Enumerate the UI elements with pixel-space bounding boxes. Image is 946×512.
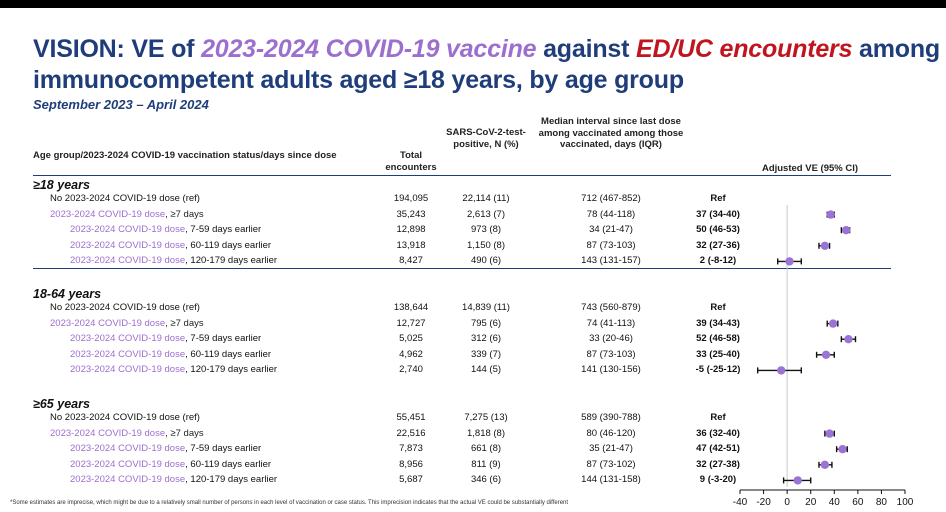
cell-total-encounters: 7,873 [399, 443, 423, 455]
cell-adjusted-ve: 2 (-8-12) [699, 255, 737, 267]
row-label-vaccine: 2023-2024 COVID-19 dose [50, 317, 166, 329]
ve-estimate-mark [817, 351, 835, 359]
cell-median-interval: 35 (21-47) [589, 443, 633, 455]
ve-point [842, 226, 850, 234]
ve-estimate-mark [837, 445, 848, 453]
row-label-text: , ≥7 days [165, 317, 204, 329]
cell-test-positive: 14,839 (11) [462, 302, 510, 313]
header-test-positive: SARS-CoV-2-test-positive, N (%) [446, 127, 526, 150]
ve-point [838, 445, 846, 453]
row-label-vaccine: 2023-2024 COVID-19 dose [50, 427, 166, 439]
row-label-text: No 2023-2024 COVID-19 dose (ref) [50, 412, 200, 423]
ve-point [777, 366, 785, 374]
cell-adjusted-ve: 36 (32-40) [696, 427, 740, 439]
title-vaccine: 2023-2024 COVID-19 vaccine [201, 35, 537, 63]
header-adjusted-ve: Adjusted VE (95% CI) [761, 163, 859, 174]
ve-estimate-mark [784, 476, 811, 484]
cell-total-encounters: 35,243 [396, 208, 426, 220]
cell-median-interval: 87 (73-103) [586, 239, 636, 251]
cell-adjusted-ve: 37 (34-40) [696, 208, 740, 220]
cell-test-positive: 973 (8) [470, 224, 502, 236]
cell-median-interval: 74 (41-113) [586, 317, 636, 329]
cell-adjusted-ve: 32 (27-36) [696, 239, 740, 251]
cell-total-encounters: 8,427 [399, 255, 423, 267]
row-label-vaccine: 2023-2024 COVID-19 dose [70, 348, 186, 360]
title-outcome: ED/UC encounters [635, 35, 853, 63]
header-median-interval: Median interval since last dose among vaccinated among those vaccinated, days (IQR) [538, 116, 684, 150]
cell-test-positive: 490 (6) [470, 255, 502, 267]
cell-total-encounters: 12,727 [396, 317, 426, 329]
cell-total-encounters: 13,918 [396, 239, 426, 251]
cell-total-encounters: 2,740 [399, 364, 423, 376]
cell-median-interval: 143 (131-157) [581, 255, 641, 267]
title-part-1: VISION: VE of [33, 35, 202, 63]
row-label-text: , 120-179 days earlier [185, 364, 278, 376]
cell-total-encounters: 4,962 [399, 348, 423, 360]
row-label-text: , 120-179 days earlier [185, 474, 278, 486]
row-label-text: , 7-59 days earlier [185, 224, 262, 236]
cell-total-encounters: 5,687 [399, 474, 423, 486]
row-label-text: , 60-119 days earlier [185, 458, 272, 470]
cell-adjusted-ve: Ref [710, 412, 726, 423]
ve-estimate-mark [819, 461, 832, 469]
cell-total-encounters: 55,451 [396, 412, 426, 423]
row-label-text: , 7-59 days earlier [185, 333, 262, 345]
ve-point [821, 242, 829, 250]
cell-median-interval: 87 (73-103) [586, 348, 636, 360]
x-tick-label: -20 [756, 497, 771, 508]
title-part-5: among [852, 35, 940, 63]
ve-point [785, 257, 793, 265]
row-label-text: , ≥7 days [165, 208, 204, 220]
ve-point [822, 351, 830, 359]
row-label-text: , 60-119 days earlier [185, 239, 272, 251]
row-label-vaccine: 2023-2024 COVID-19 dose [50, 208, 166, 220]
row-label-text: , ≥7 days [165, 427, 204, 439]
cell-adjusted-ve: -5 (-25-12) [695, 364, 741, 376]
slide-subtitle: September 2023 – April 2024 [33, 97, 209, 112]
cell-total-encounters: 22,516 [396, 427, 426, 439]
ve-estimate-mark [819, 242, 830, 250]
ve-estimate-mark [841, 226, 850, 234]
x-tick-label: 40 [828, 497, 840, 508]
ve-point [827, 210, 835, 218]
cell-median-interval: 34 (21-47) [589, 224, 633, 236]
slide-title-line-2: immunocompetent adults aged ≥18 years, by age group [33, 66, 684, 94]
row-label-text: , 60-119 days earlier [185, 348, 272, 360]
footnote: *Some estimates are imprecise, which might be due to a relatively small number of persons in each level of vaccination or case status. This imprecision indicates that the actual VE could be substantially different [10, 500, 569, 506]
x-tick-label: 100 [896, 497, 914, 508]
cell-total-encounters: 8,956 [399, 458, 423, 470]
cell-median-interval: 743 (560-879) [581, 302, 641, 313]
x-tick-label: 0 [784, 497, 790, 508]
cell-adjusted-ve: 47 (42-51) [696, 443, 740, 455]
row-label-text: , 120-179 days earlier [185, 255, 278, 267]
cell-test-positive: 312 (6) [470, 333, 502, 345]
cell-test-positive: 1,818 (8) [466, 427, 506, 439]
row-label-vaccine: 2023-2024 COVID-19 dose [70, 255, 186, 267]
header-age-group: Age group/2023-2024 COVID-19 vaccination status/days since dose [33, 150, 337, 161]
title-part-3: against [536, 35, 636, 63]
cell-adjusted-ve: Ref [710, 302, 726, 313]
cell-test-positive: 2,613 (7) [466, 208, 506, 220]
cell-adjusted-ve: 50 (46-53) [696, 224, 740, 236]
cell-median-interval: 144 (131-158) [581, 474, 641, 486]
cell-test-positive: 22,114 (11) [462, 193, 510, 204]
ve-point [821, 461, 829, 469]
cell-total-encounters: 12,898 [396, 224, 426, 236]
ve-estimate-mark [827, 319, 838, 327]
cell-test-positive: 661 (8) [470, 443, 502, 455]
cell-total-encounters: 138,644 [393, 302, 429, 313]
cell-median-interval: 141 (130-156) [581, 364, 641, 376]
cell-adjusted-ve: Ref [710, 193, 726, 204]
ve-point [829, 319, 837, 327]
ve-estimate-mark [827, 210, 835, 218]
row-label-vaccine: 2023-2024 COVID-19 dose [70, 364, 186, 376]
cell-total-encounters: 5,025 [399, 333, 423, 345]
cell-median-interval: 589 (390-788) [581, 412, 641, 423]
group-label: ≥18 years [33, 178, 90, 192]
cell-test-positive: 7,275 (13) [464, 412, 508, 423]
cell-test-positive: 339 (7) [470, 348, 502, 360]
cell-adjusted-ve: 32 (27-38) [696, 458, 740, 470]
x-tick-label: 60 [852, 497, 864, 508]
cell-median-interval: 33 (20-46) [589, 333, 633, 345]
row-label-vaccine: 2023-2024 COVID-19 dose [70, 458, 186, 470]
cell-test-positive: 1,150 (8) [466, 239, 506, 251]
row-label-vaccine: 2023-2024 COVID-19 dose [70, 474, 186, 486]
row-label-text: , 7-59 days earlier [185, 443, 262, 455]
row-label-vaccine: 2023-2024 COVID-19 dose [70, 239, 186, 251]
cell-test-positive: 144 (5) [470, 364, 502, 376]
ve-point [794, 476, 802, 484]
cell-median-interval: 87 (73-102) [586, 458, 636, 470]
ve-point [844, 335, 852, 343]
ve-estimate-mark [841, 335, 855, 343]
row-label-vaccine: 2023-2024 COVID-19 dose [70, 443, 186, 455]
x-tick-label: 80 [875, 497, 887, 508]
row-label-text: No 2023-2024 COVID-19 dose (ref) [50, 193, 200, 204]
cell-median-interval: 80 (46-120) [586, 427, 636, 439]
x-tick-label: -40 [732, 497, 748, 508]
row-label-vaccine: 2023-2024 COVID-19 dose [70, 333, 186, 345]
ve-point [825, 429, 833, 437]
row-label-text: No 2023-2024 COVID-19 dose (ref) [50, 302, 200, 313]
cell-median-interval: 78 (44-118) [586, 208, 636, 220]
cell-test-positive: 346 (6) [470, 474, 502, 486]
header-total-encounters: Total encounters [385, 150, 437, 173]
ve-estimate-mark [758, 366, 802, 374]
cell-test-positive: 795 (6) [470, 317, 502, 329]
cell-adjusted-ve: 9 (-3-20) [699, 474, 737, 486]
x-tick-label: 20 [805, 497, 817, 508]
cell-adjusted-ve: 39 (34-43) [696, 317, 740, 329]
cell-adjusted-ve: 33 (25-40) [696, 348, 740, 360]
row-label-vaccine: 2023-2024 COVID-19 dose [70, 224, 186, 236]
group-label: 18-64 years [33, 287, 102, 301]
cell-test-positive: 811 (9) [471, 458, 501, 470]
cell-adjusted-ve: 52 (46-58) [696, 333, 740, 345]
ve-estimate-mark [825, 429, 834, 437]
cell-total-encounters: 194,095 [393, 193, 429, 204]
group-label: ≥65 years [33, 397, 90, 411]
cell-median-interval: 712 (467-852) [581, 193, 641, 204]
ve-estimate-mark [778, 257, 802, 265]
